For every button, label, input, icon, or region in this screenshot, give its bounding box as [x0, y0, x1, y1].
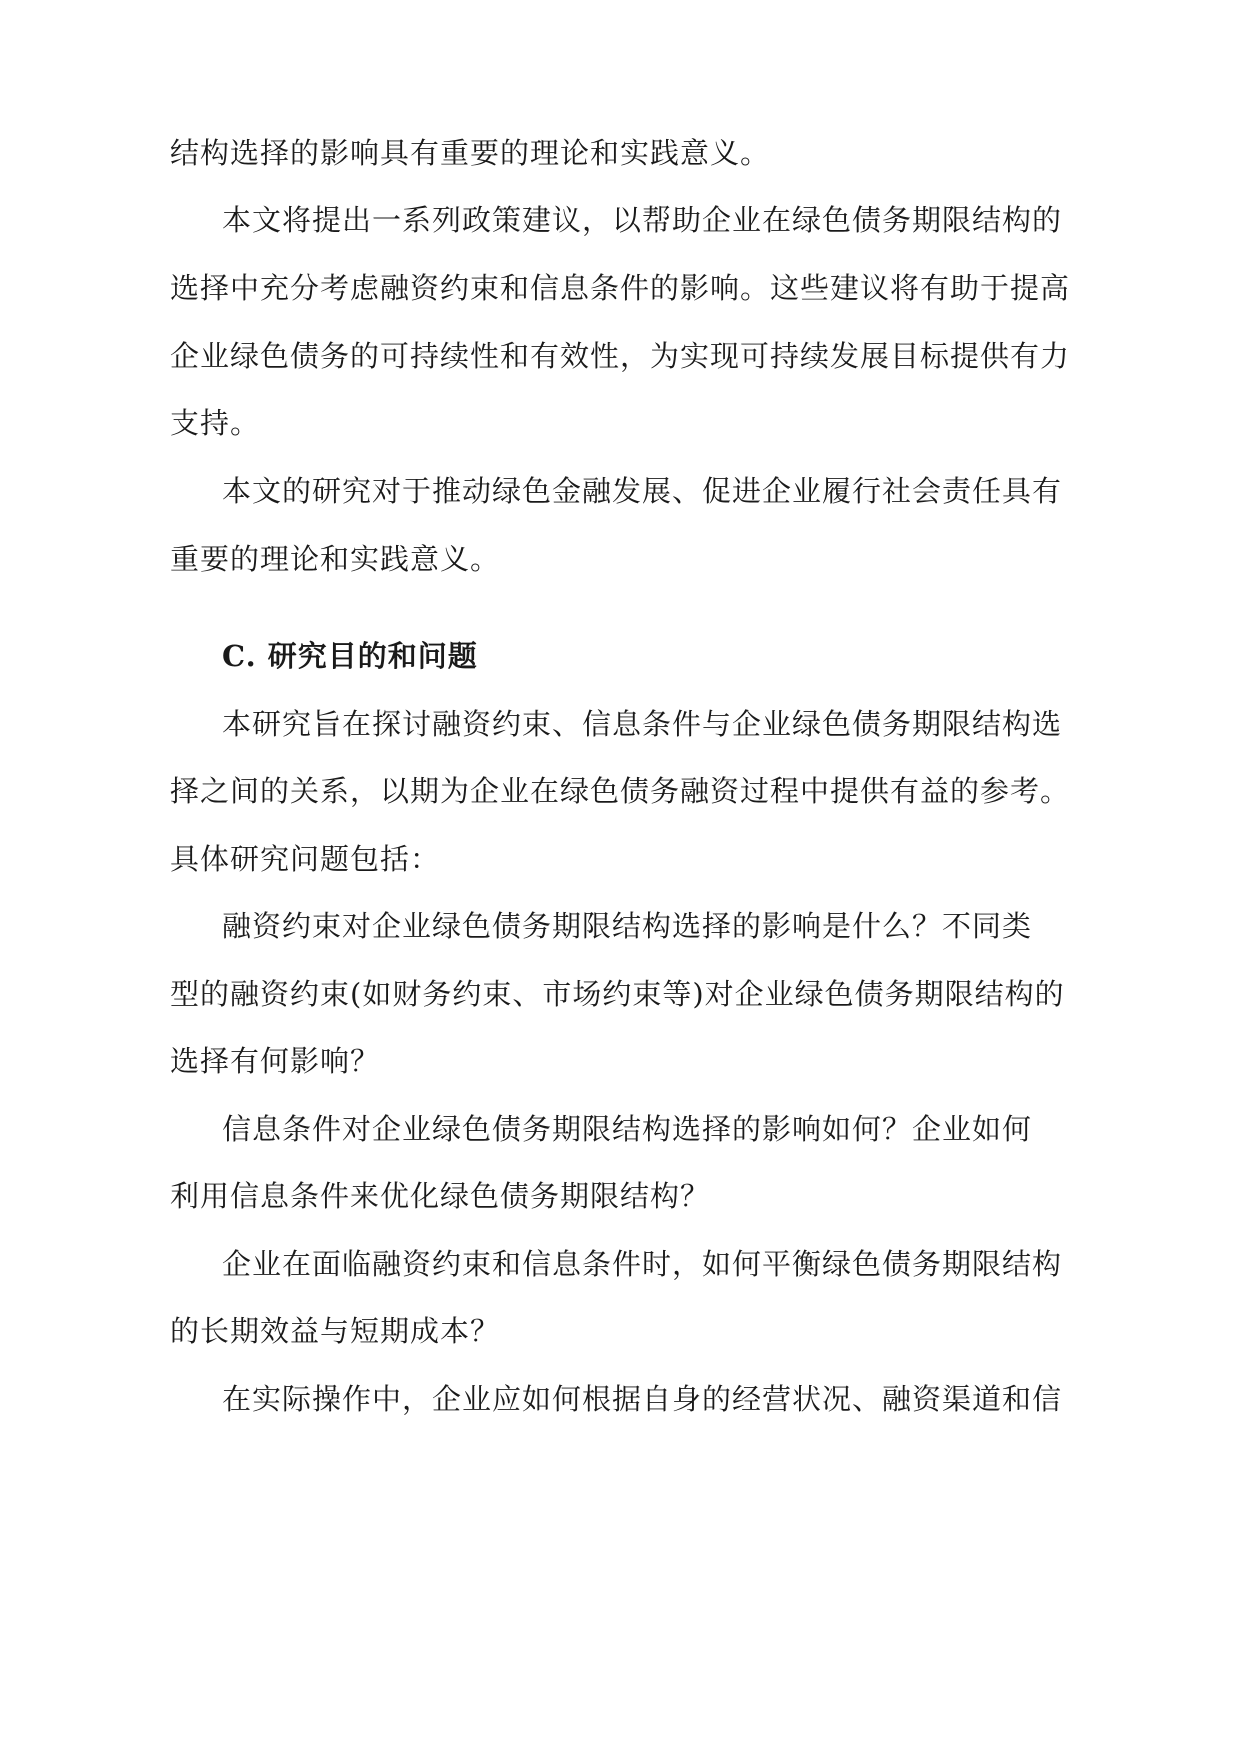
text-line: 支持。 [170, 406, 261, 440]
text-line: 利用信息条件来优化绿色债务期限结构？ [170, 1179, 711, 1213]
text-line: 信息条件对企业绿色债务期限结构选择的影响如何？企业如何 [222, 1112, 1033, 1146]
text-line: 企业绿色债务的可持续性和有效性，为实现可持续发展目标提供有力 [170, 339, 1071, 373]
text-line: 本文将提出一系列政策建议，以帮助企业在绿色债务期限结构的 [222, 203, 1063, 237]
text-line: 型的融资约束(如财务约束、市场约束等)对企业绿色债务期限结构的 [170, 977, 1065, 1011]
text-line: 结构选择的影响具有重要的理论和实践意义。 [170, 136, 771, 170]
text-line: 选择中充分考虑融资约束和信息条件的影响。这些建议将有助于提高 [170, 271, 1071, 305]
text-line: 融资约束对企业绿色债务期限结构选择的影响是什么？不同类 [222, 909, 1033, 943]
text-line: 本文的研究对于推动绿色金融发展、促进企业履行社会责任具有 [222, 474, 1063, 508]
text-line: 的长期效益与短期成本？ [170, 1314, 501, 1348]
text-line: 在实际操作中，企业应如何根据自身的经营状况、融资渠道和信 [222, 1382, 1063, 1416]
text-line: 企业在面临融资约束和信息条件时，如何平衡绿色债务期限结构 [222, 1247, 1063, 1281]
section-heading: C. 研究目的和问题 [222, 639, 478, 673]
text-line: 本研究旨在探讨融资约束、信息条件与企业绿色债务期限结构选 [222, 707, 1063, 741]
text-line: 选择有何影响？ [170, 1044, 381, 1078]
text-line: 重要的理论和实践意义。 [170, 542, 501, 576]
text-line: 择之间的关系，以期为企业在绿色债务融资过程中提供有益的参考。 [170, 774, 1071, 808]
text-line: 具体研究问题包括： [170, 842, 441, 876]
